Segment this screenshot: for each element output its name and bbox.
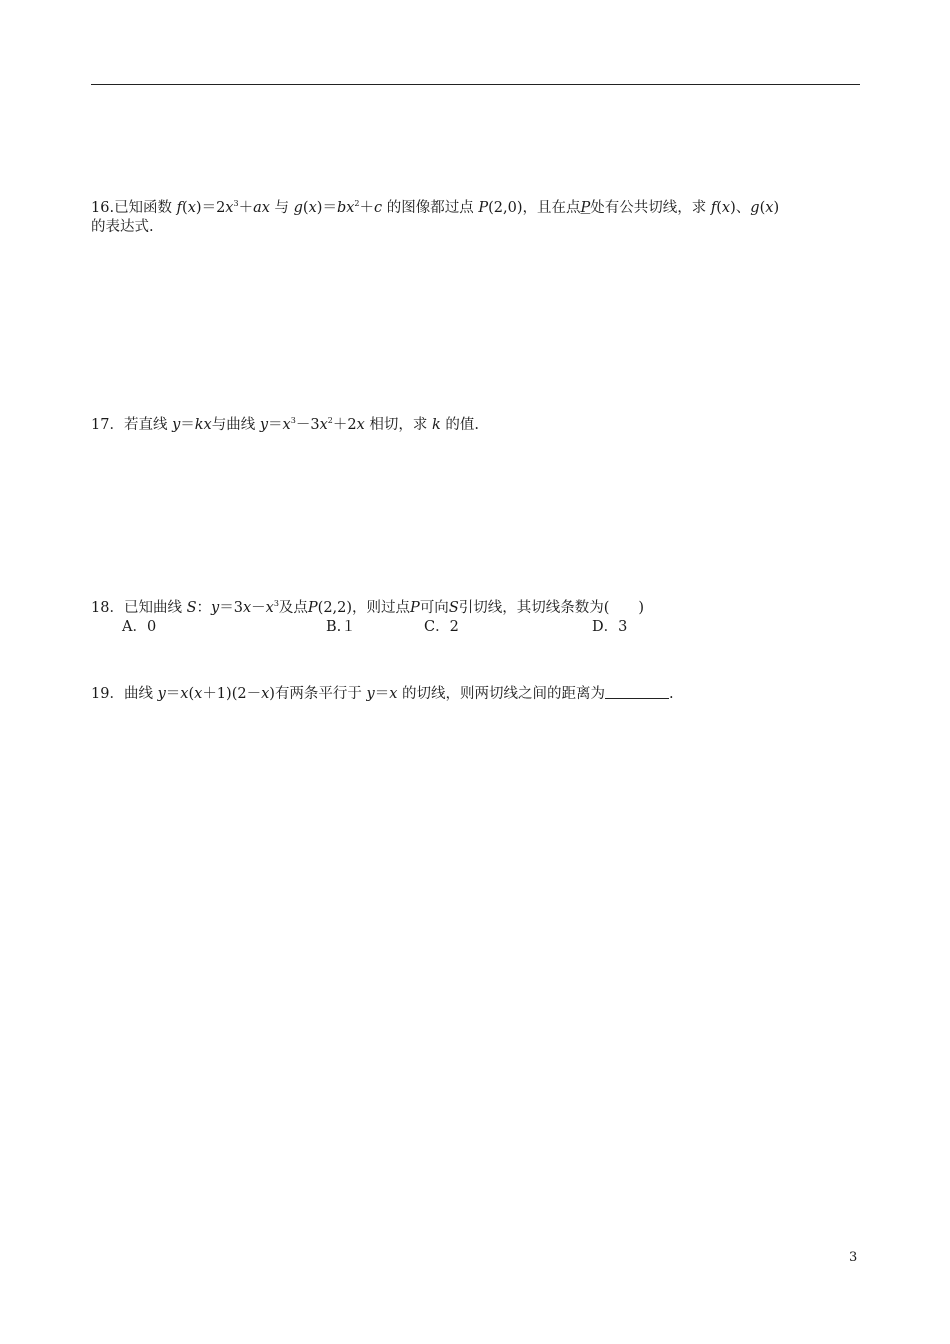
answer-blank[interactable]	[605, 684, 669, 699]
question-18: 18．已知曲线 S：$y=3x-x^3$及点P(2,2)，则过点P可向S引切线，其切线条数为( )	[91, 599, 645, 616]
option-a: A．0	[122, 619, 157, 635]
option-d: D．3	[592, 619, 628, 635]
question-19: 19．曲线 y＝x(x＋1)(2－x)有两条平行于 y＝x 的切线，则两切线之间的距离为 .	[91, 686, 674, 702]
page-number: 3	[849, 1250, 858, 1265]
question-16-line-2: 的表达式.	[91, 219, 154, 235]
question-16-line-1: 16.已知函数 $f(x)=2x^3+ax$ 与 $g(x)=bx^2+c$ 的图像都过点 P(2,0)，且在点P处有公共切线，求 f(x)、g(x)	[91, 199, 780, 216]
question-16	[91, 199, 863, 237]
option-b: B.１	[326, 619, 356, 635]
question-17: 17．若直线 y＝kx与曲线 $y=x^3-3x^2+2x$ 相切，求 k 的值.	[91, 416, 479, 433]
header-rule	[91, 84, 860, 85]
option-c: C．2	[424, 619, 459, 635]
